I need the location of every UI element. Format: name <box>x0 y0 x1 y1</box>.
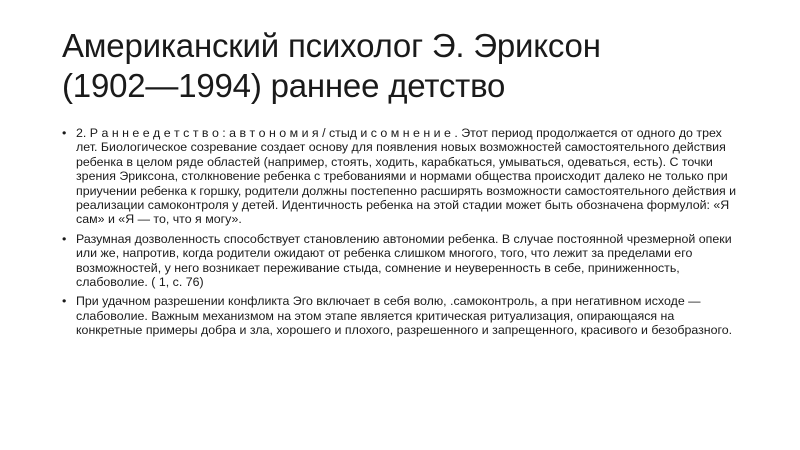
slide-title-line-1: Американский психолог Э. Эриксон <box>62 27 601 64</box>
slide-title-line-2: (1902—1994) раннее детство <box>62 67 506 104</box>
bullet-1-lead: 2. Р а н н е е д е т с т в о : а в т о н о м и я / стыд и с о м н е н и е . <box>76 126 458 140</box>
slide-title <box>62 26 742 106</box>
bullet-item-1 <box>62 126 738 227</box>
bullet-item-2 <box>62 232 738 290</box>
bullet-2-text: Разумная дозволенность способствует становлению автономии ребенка. В случае постоянной чрезмерной опеки или же, напротив, когда родители ожидают от ребенка слишком многого, того, что лежит за пределами его возможностей, у него возникает переживание стыда, сомнение и неуверенность в себе, приниженность, слабоволие. ( 1, с. 76) <box>76 231 732 290</box>
bullet-3-text: При удачном разрешении конфликта Эго включает в себя волю, .самоконтроль, а при негативном исходе — слабоволие. Важным механизмом на этом этапе является критическая ритуализация, опирающаяся на конкретные примеры добра и зла, хорошего и плохого, разрешенного и запрещенного, красивого и безобразного. <box>76 294 733 338</box>
slide-body <box>62 126 738 343</box>
bullet-1-text: Этот период продолжается от одного до трех лет. Биологическое созревание создает основу для появления новых возможностей самостоятельного действия ребенка в целом ряде областей (например, стоять, ходить, карабкаться, умываться, одеваться, есть). С точки зрения Эриксона, столкновение ребенка с требованиями и нормами общества происходит далеко не только при приучении ребенка к горшку, родители должны постепенно расширять возможности самостоятельного действия и реализации самоконтроля у детей. Идентичность ребенка на этой стадии может быть обозначена формулой: «Я сам» и «Я — то, что я могу». <box>76 126 737 227</box>
bullet-item-3 <box>62 294 738 337</box>
